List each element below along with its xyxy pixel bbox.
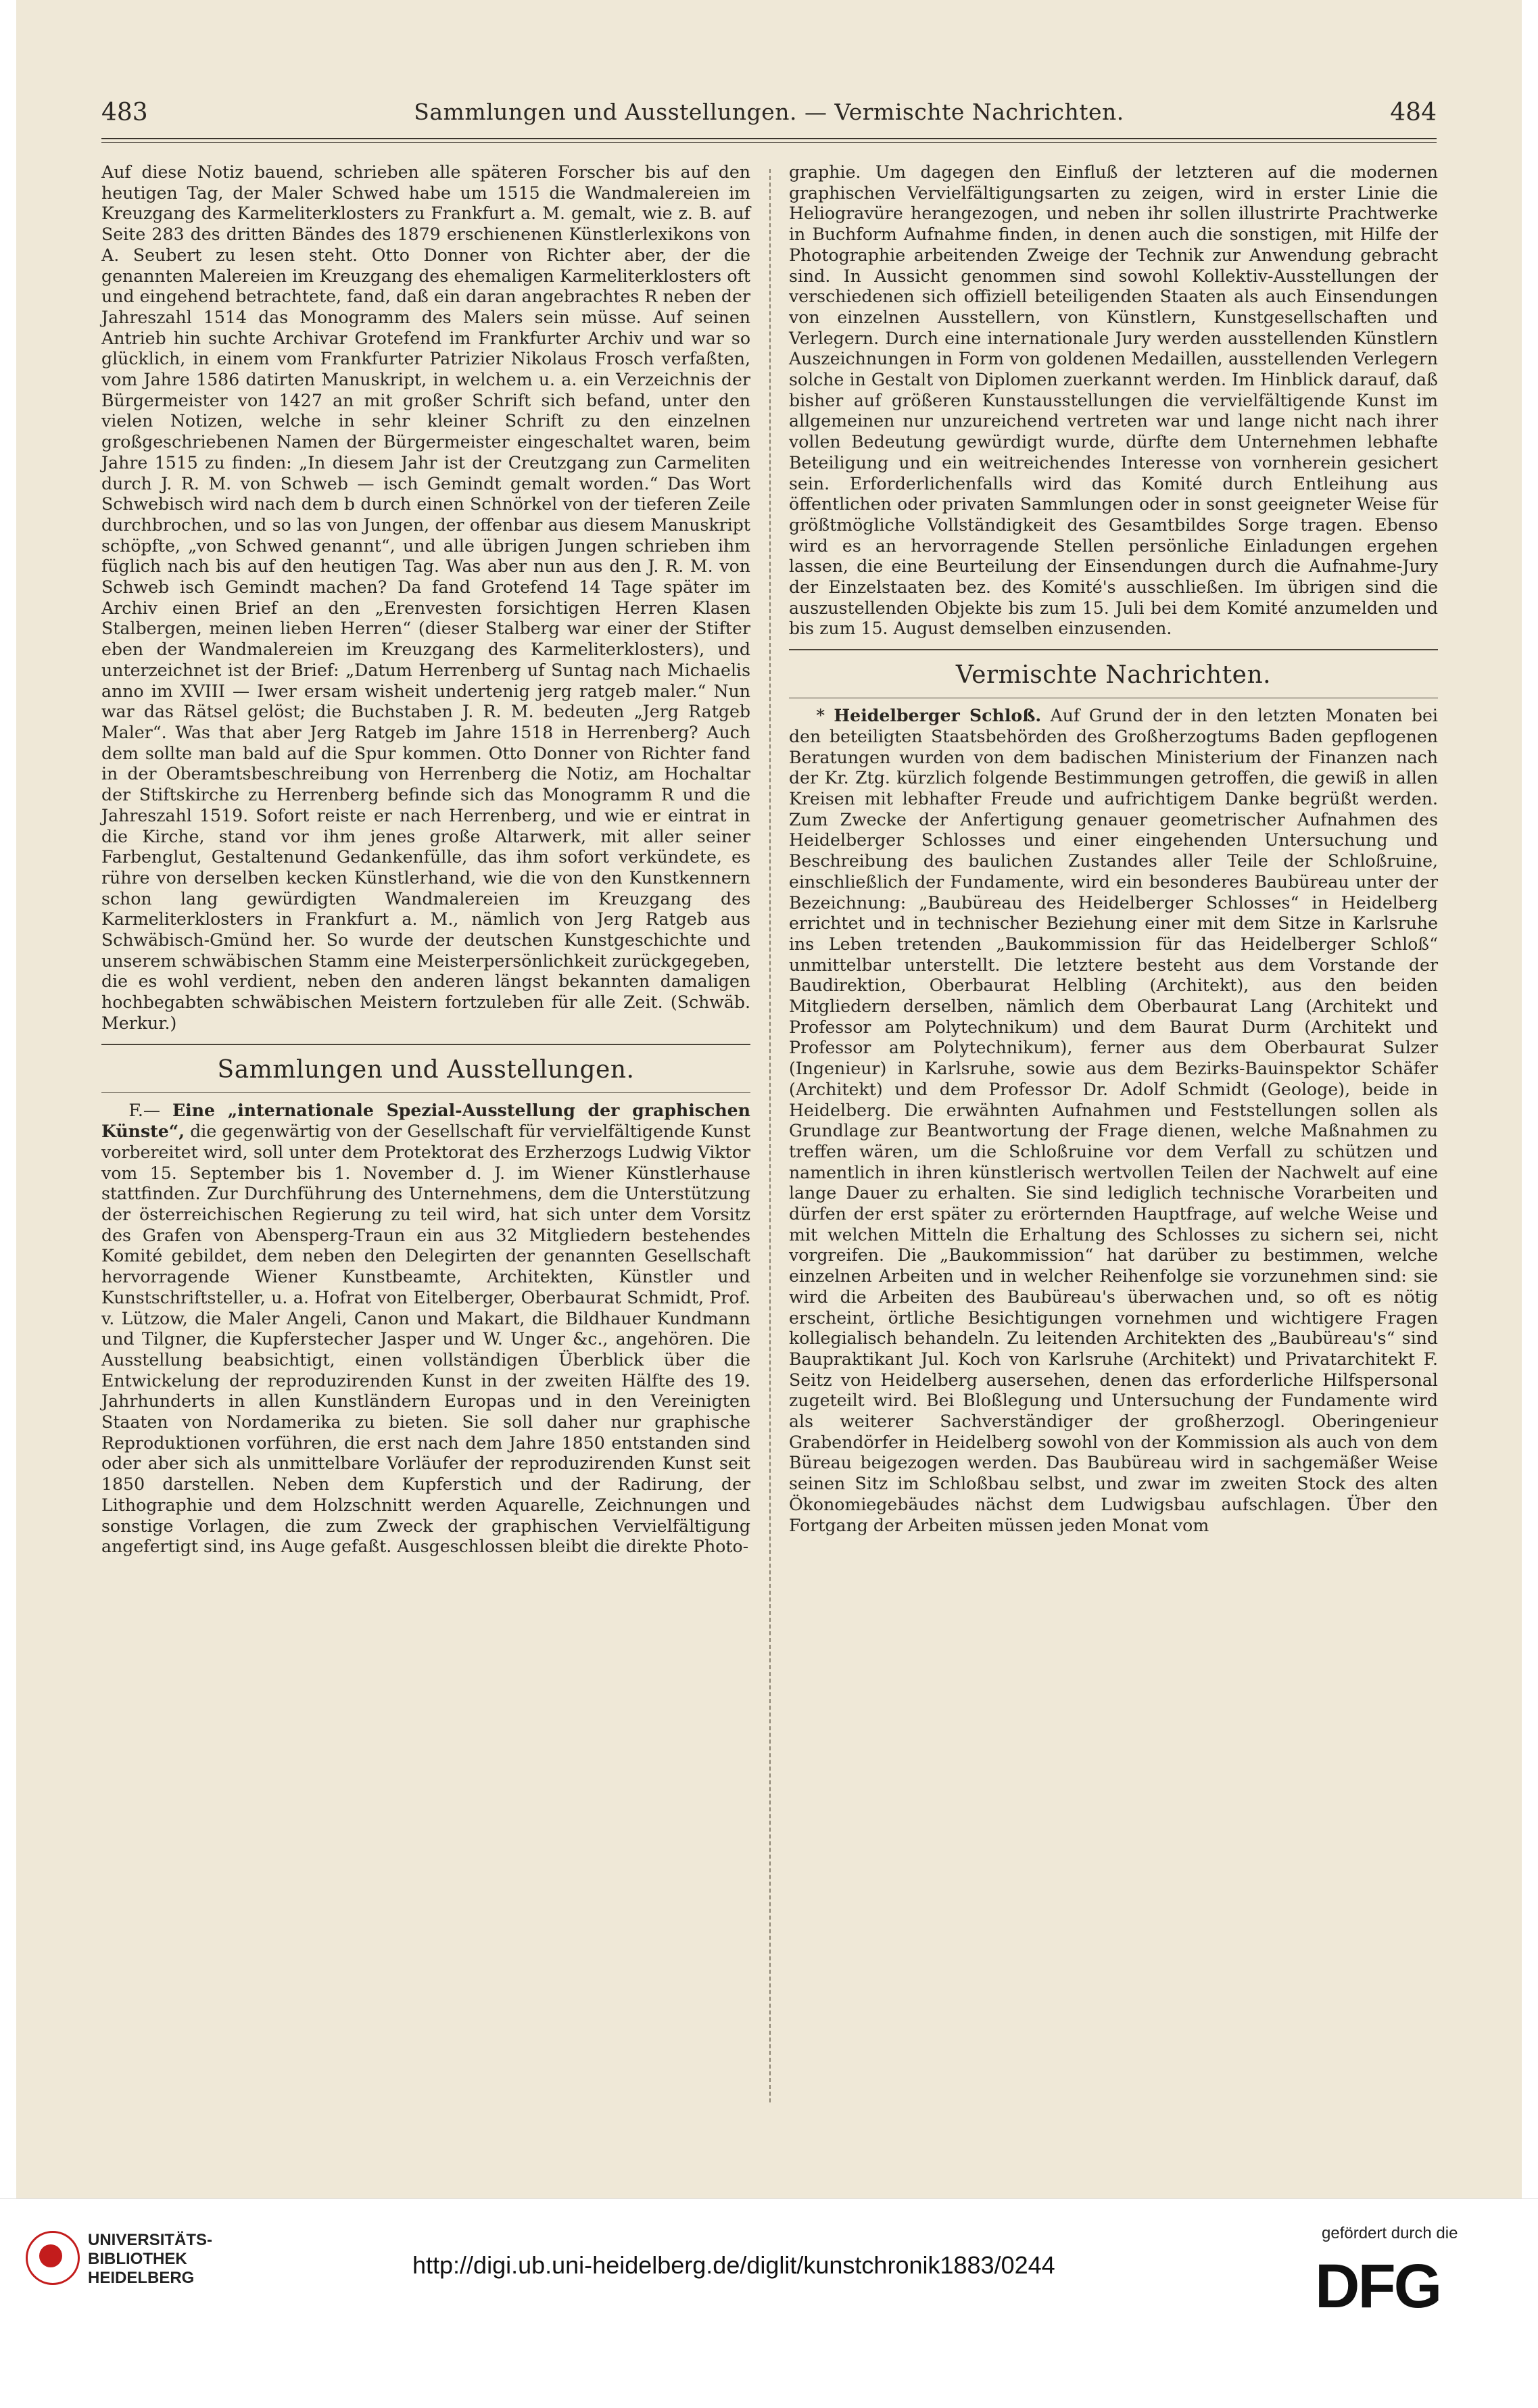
- left-article-text: Auf diese Notiz bauend, schrieben alle späteren Forscher bis auf den heutigen Tag, der Maler Schwed habe um 1515 die Wandmalereien im Kreuzgang des Karmeliterklosters zu Frankfurt a. M. gemalt, wie z. B. auf Seite 283 des dritten Bändes des 1879 erschienenen Künstlerlexikons von A. Seubert zu lesen steht. Otto Donner von Richter aber, der die genannten Malereien im Kreuzgang des ehemaligen Karmeliterklosters oft und eingehend betrachtete, fand, daß ein daran angebrachtes R neben der Jahreszahl 1514 das Monogramm des Malers sein müsse. Auf seinen Antrieb hin suchte Archivar Grotefend im Frankfurter Archiv und war so glücklich, in einem vom Frankfurter Patrizier Nikolaus Frosch verfaßten, vom Jahre 1586 datirten Manuskript, in welchem u. a. ein Verzeichnis der Bürgermeister von 1427 an mit großer Schrift sich befand, unter den vielen Notizen, welche in sehr kleiner Schrift zu den einzelnen großgeschriebenen Namen der Bürgermeister eingeschaltet waren, beim Jahre 1515 zu finden: „In diesem Jahr ist der Creutzgang zun Carmeliten durch J. R. M. von Schweb — isch Gemindt gemalt worden.“ Das Wort Schwebisch wird nach dem b durch einen Schnörkel von der tieferen Zeile durchbrochen, und so las von Jungen, der offenbar aus diesem Manuskript schöpfte, „von Schwed genannt“, und alle übrigen Jungen schrieben ihm füglich nach bis auf den heutigen Tag. Was aber nun aus den J. R. M. von Schweb isch Gemindt machen? Da fand Grotefend 14 Tage später im Archiv einen Brief an den „Erenvesten forsichtigen Herren Klasen Stalbergen, meinen lieben Herren“ (dieser Stalberg war einer der Stifter eben der Wandmalereien im Kreuzgang des Karmeliterklosters), und unterzeichnet ist der Brief: „Datum Herrenberg uf Suntag nach Michaelis anno im XVIII — Iwer ersam wisheit undertenig jerg ratgeb maler.“ Nun war das Rätsel gelöst; die Buchstaben J. R. M. bedeuten „Jerg Ratgeb Maler“. Was that aber Jerg Ratgeb im Jahre 1518 in Herrenberg? Auch dem sollte man bald auf die Spur kommen. Otto Donner von Richter fand in der Oberamtsbeschreibung von Herrenberg die Notiz, am Hochaltar der Stiftskirche zu Herrenberg befinde sich das Monogramm R und die Jahreszahl 1519. Sofort reiste er nach Herrenberg, und wie er eintrat in die Kirche, stand vor ihm jenes große Altarwerk, mit aller seiner Farbenglut, Gestaltenund Gedankenfülle, das ihm sofort verkündete, es rühre von derselben kecken Künstlerhand, wie die von den Kunstkennern schon lang gewürdigten Wandmalereien im Kreuzgang des Karmeliterklosters in Frankfurt a. M., nämlich von Jerg Ratgeb aus Schwäbisch-Gmünd her. So wurde der deutschen Kunstgeschichte und unserem schwäbischen Stamm eine Meisterpersönlichkeit zurückgegeben, die es wohl verdient, neben den anderen längst bekannten damaligen hochbegabten schwäbischen Meistern fortzuleben für alle Zeit. (Schwäb. Merkur.): [101, 162, 750, 1033]
- heidelberg-article: [789, 705, 1438, 1536]
- page-number-right: 484: [1390, 99, 1437, 126]
- article-headline: Eine „internationale Spezial-Ausstellung der graphischen Künste“,: [101, 1099, 750, 1142]
- article-body: Auf Grund der in den letzten Monaten bei den beteiligten Staatsbehörden des Großherzogtums Baden gepflogenen Beratungen wurden von dem badischen Ministerium der Finanzen nach der Kr. Ztg. kürzlich folgende Bestimmungen getroffen, die gewiß in allen Kreisen mit lebhafter Freude und aufrichtigem Danke begrüßt werden. Zum Zwecke der Anfertigung genauer geometrischer Aufnahmen des Heidelberger Schlosses und einer eingehenden Untersuchung und Beschreibung des baulichen Zustandes aller Teile der Schloßruine, einschließlich der Fundamente, wird ein besonderes Baubüreau unter der Bezeichnung: „Baubüreau des Heidelberger Schlosses“ in Heidelberg errichtet und in technischer Beziehung einer mit dem Sitze in Karlsruhe ins Leben tretenden „Baukommission für das Heidelberger Schloß“ unmittelbar unterstellt. Die letztere besteht aus dem Vorstande der Baudirektion, Oberbaurat Helbling (Architekt), aus den beiden Mitgliedern derselben, nämlich dem Oberbaurat Lang (Architekt und Professor am Polytechnikum) und dem Baurat Durm (Architekt und Professor am Polytechnikum), ferner aus dem Oberbaurat Sulzer (Ingenieur) in Karlsruhe, sowie aus dem Bezirks-Bauinspektor Schäfer (Architekt) und dem Professor Dr. Adolf Schmidt (Geologe), beide in Heidelberg. Die erwähnten Aufnahmen und Feststellungen sollen als Grundlage zur Beantwortung der Frage dienen, welche Maßnahmen zu treffen wären, um die Schloßruine vor dem Verfall zu schützen und namentlich in ihren künstlerisch wertvollen Teilen der Nachwelt auf eine lange Dauer zu erhalten. Sie sind lediglich technische Vorarbeiten und dürfen der erst später zu erörternden Hauptfrage, auf welche Weise und mit welchen Mitteln die Erhaltung des Schlosses zu sichern sei, nicht vorgreifen. Die „Baukommission“ hat darüber zu bestimmen, welche einzelnen Arbeiten und in welcher Reihenfolge sie vorzunehmen sind: sie wird die Arbeiten des Baubüreau's überwachen und, so oft es nötig erscheint, örtliche Besichtigungen vornehmen und wichtigere Fragen kollegialisch behandeln. Zu leitenden Architekten des „Baubüreau's“ sind Baupraktikant Jul. Koch von Karlsruhe (Architekt) und Privatarchitekt F. Seitz von Heidelberg ausersehen, denen das erforderliche Hilfspersonal zugeteilt wird. Bei Bloßlegung und Untersuchung der Fundamente wird als weiterer Sachverständiger der großherzogl. Oberingenieur Grabendörfer in Heidelberg sowohl von der Kommission als auch von dem Büreau beigezogen werden. Das Baubüreau wird in sachgemäßer Weise seinen Sitz im Schloßbau selbst, und zwar im zweiten Stock des alten Ökonomiegebäudes nächst dem Ludwigsbau aufschlagen. Über den Fortgang der Arbeiten müssen jeden Monat vom: [789, 706, 1438, 1535]
- right-continued-text: graphie. Um dagegen den Einfluß der letzteren auf die modernen graphischen Vervielfältigungsarten zu zeigen, wird in erster Linie die Heliogravüre herangezogen, und neben ihr sollen illustrirte Prachtwerke in Buchform Aufnahme finden, in denen auch die sonstigen, mit Hilfe der Photographie arbeitenden Zweige der Technik zur Anwendung gebracht sind. In Aussicht genommen sind sowohl Kollektiv-Ausstellungen der verschiedenen sich offiziell beteiligenden Staaten als auch Einsendungen von einzelnen Ausstellern, von Künstlern, Kunstgesellschaften und Verlegern. Durch eine internationale Jury werden ausstellenden Künstlern Auszeichnungen in Form von goldenen Medaillen, ausstellenden Verlegern solche in Gestalt von Diplomen zuerkannt werden. Im Hinblick darauf, daß bisher auf größeren Kunstausstellungen die vervielfältigende Kunst im allgemeinen nur unzureichend vertreten war und lange nicht nach ihrer vollen Bedeutung gewürdigt wurde, dürfte dem Unternehmen lebhafte Beteiligung und ein weitreichendes Interesse von vornherein gesichert sein. Erforderlichenfalls wird das Komité durch Entleihung aus öffentlichen oder privaten Sammlungen oder in sonst geeigneter Weise für größtmögliche Vollständigkeit des Gesamtbildes Sorge tragen. Ebenso wird es an hervorragende Stellen persönliche Einladungen ergehen lassen, die eine Beurteilung der Einsendungen durch die Aufnahme-Jury der Einzelstaaten bez. des Komité's ausschließen. Im übrigen sind die auszustellenden Objekte bis zum 15. Juli bei dem Komité anzumelden und bis zum 15. August demselben einzusenden.: [789, 162, 1438, 639]
- left-column: [101, 162, 750, 1558]
- section-divider: [101, 1044, 750, 1045]
- university-seal-icon: [26, 2231, 80, 2285]
- page-header: [101, 95, 1437, 130]
- exhibition-article: [101, 1100, 750, 1558]
- permalink-url[interactable]: http://digi.ub.uni-heidelberg.de/diglit/kunstchronik1883/0244: [412, 2251, 1055, 2279]
- funded-by-label: gefördert durch die: [1322, 2224, 1458, 2242]
- article-body: die gegenwärtig von der Gesellschaft für vervielfältigende Kunst vorbereitet wird, soll unter dem Protektorat des Erzherzogs Ludwig Viktor vom 15. September bis 1. November d. J. im Wiener Künstlerhause stattfinden. Zur Durchführung des Unternehmens, dem die Unterstützung der österreichischen Regierung zu teil wird, hat sich unter dem Vorsitz des Grafen von Abensperg-Traun ein aus 32 Mitgliedern bestehendes Komité gebildet, dem neben den Delegirten der genannten Gesellschaft hervorragende Wiener Kunstbeamte, Architekten, Künstler und Kunstschriftsteller, u. a. Hofrat von Eitelberger, Oberbaurat Schmidt, Prof. v. Lützow, die Maler Angeli, Canon und Makart, die Bildhauer Kundmann und Tilgner, die Kupferstecher Jasper und W. Unger &c., angehören. Die Ausstellung beabsichtigt, einen vollständigen Überblick über die Entwickelung der reproduzirenden Kunst in der zweiten Hälfte des 19. Jahrhunderts in allen Kunstländern Europas und in den Vereinigten Staaten von Nordamerika zu bieten. Sie soll daher nur graphische Reproduktionen vorführen, die erst nach dem Jahre 1850 entstanden sind oder aber sich als unmittelbare Vorläufer der reproduzirenden Kunst seit 1850 darstellen. Neben dem Kupferstich und der Radirung, der Lithographie und dem Holzschnitt werden Aquarelle, Zeichnungen und sonstige Vorlagen, die zum Zweck der graphischen Vervielfältigung angefertigt sind, ins Auge gefaßt. Ausgeschlossen bleibt die direkte Photo-: [101, 1122, 750, 1557]
- header-rule: [101, 138, 1437, 139]
- article-signature: F.—: [128, 1100, 172, 1120]
- digitization-footer: [0, 2198, 1538, 2408]
- column-separator: [769, 169, 771, 2102]
- library-name: UNIVERSITÄTS- BIBLIOTHEK HEIDELBERG: [88, 2231, 213, 2287]
- footer-divider: [0, 2198, 1538, 2199]
- section-divider-bottom: [101, 1092, 750, 1093]
- right-column: [789, 162, 1438, 1536]
- section-divider: [789, 649, 1438, 650]
- section-heading-sammlungen: Sammlungen und Ausstellungen.: [217, 1055, 635, 1084]
- section-heading-vermischte: Vermischte Nachrichten.: [955, 661, 1272, 690]
- running-title: Sammlungen und Ausstellungen. — Vermischte Nachrichten.: [414, 99, 1124, 125]
- dfg-logo: DFG: [1315, 2252, 1441, 2321]
- article-marker: *: [816, 706, 834, 726]
- header-rule-thin: [101, 142, 1437, 143]
- page-number-left: 483: [101, 99, 148, 126]
- article-headline: Heidelberger Schloß.: [834, 705, 1042, 726]
